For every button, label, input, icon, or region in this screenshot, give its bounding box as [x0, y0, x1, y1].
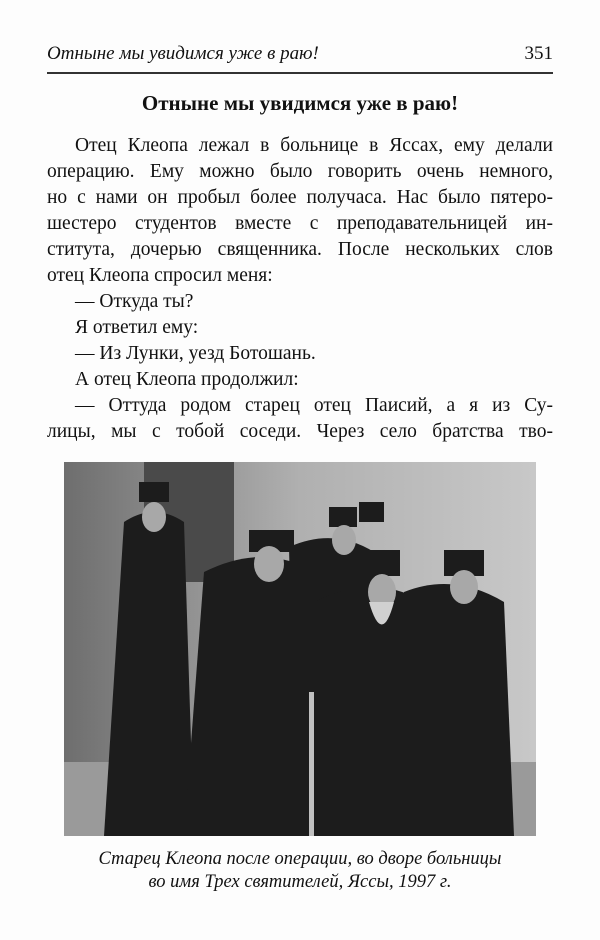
text-line: — Откуда ты?: [75, 291, 194, 312]
header-rule: [47, 72, 553, 74]
text-line: Отец Клеопа лежал в больнице в Яссах, ему делали: [75, 135, 553, 156]
text-line: отец Клеопа спросил меня:: [47, 265, 273, 286]
photograph: [64, 462, 536, 836]
caption-line: Старец Клеопа после операции, во дворе больницы: [98, 849, 502, 869]
text-line: шестеро студентов вместе с преподавательницей ин-: [47, 213, 553, 234]
text-line: — Оттуда родом старец отец Паисий, а я из Су-: [75, 395, 553, 416]
text-line: но с нами он пробыл более получаса. Нас было пятеро-: [47, 187, 553, 208]
running-header: [47, 43, 553, 69]
text-line: операцию. Ему можно было говорить очень немного,: [47, 161, 553, 182]
photo-caption: [0, 848, 600, 894]
text-line: Я ответил ему:: [75, 317, 199, 338]
photo-monks-image: [64, 462, 536, 836]
caption-line: во имя Трех святителей, Яссы, 1997 г.: [148, 872, 452, 892]
text-line: ститута, дочерью священника. После нескольких слов: [47, 239, 553, 260]
body-text: [47, 133, 553, 445]
page-number: 351: [524, 43, 553, 64]
running-title: Отныне мы увидимся уже в раю!: [47, 43, 319, 64]
text-line: — Из Лунки, уезд Ботошань.: [75, 343, 316, 364]
chapter-title: Отныне мы увидимся уже в раю!: [141, 91, 459, 115]
text-line: лицы, мы с тобой соседи. Через село братства тво-: [47, 421, 553, 442]
text-line: А отец Клеопа продолжил:: [75, 369, 299, 390]
